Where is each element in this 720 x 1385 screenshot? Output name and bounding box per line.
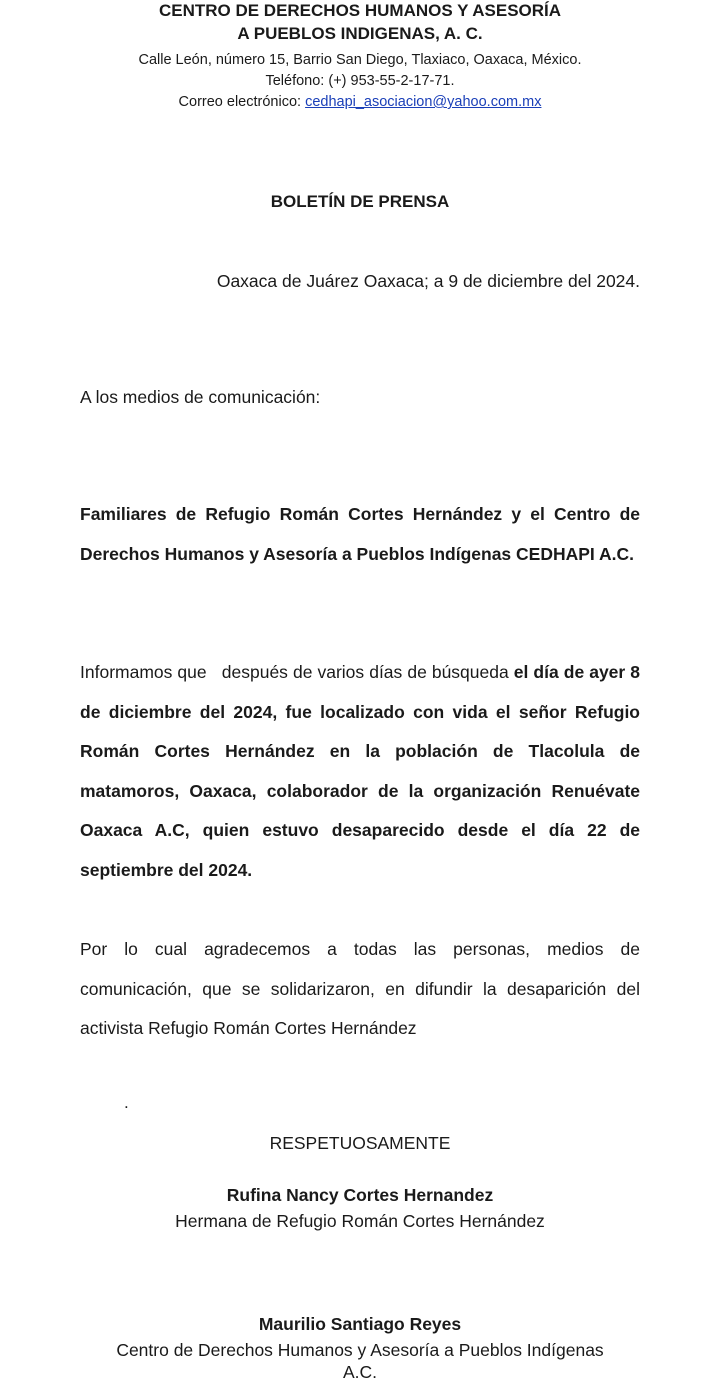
org-address: Calle León, número 15, Barrio San Diego, Tlaxiaco, Oaxaca, México.: [138, 52, 582, 68]
signatory-2-name: Maurilio Santiago Reyes: [258, 1314, 462, 1334]
signatory-1-name: Rufina Nancy Cortes Hernandez: [226, 1185, 494, 1205]
intro-paragraph: Familiares de Refugio Román Cortes Hernández y el Centro de Derechos Humanos y Asesoría a Pueblos Indígenas CEDHAPI A.C.: [80, 504, 640, 564]
email-link[interactable]: cedhapi_asociacion@yahoo.com.mx: [305, 94, 542, 110]
signatory-1-role: Hermana de Refugio Román Cortes Hernández: [175, 1211, 545, 1231]
body-paragraph-1: [80, 653, 640, 890]
org-email-line: [0, 92, 720, 112]
document-title: BOLETÍN DE PRENSA: [270, 192, 450, 211]
closing: RESPETUOSAMENTE: [269, 1133, 451, 1153]
body-paragraph-1-bold: el día de ayer 8 de diciembre del 2024, fue localizado con vida el señor Refugio Román Cortes Hernández en la población de Tlacolula de matamoros, Oaxaca, colaborador de la organización Renuévate Oaxaca A.C, quien estuvo desaparecido desde el día 22 de septiembre del 2024.: [80, 662, 641, 880]
org-name-line1: CENTRO DE DERECHOS HUMANOS Y ASESORÍA: [158, 1, 562, 20]
signatory-2-role-line2: A.C.: [342, 1362, 378, 1382]
date-line: Oaxaca de Juárez Oaxaca; a 9 de diciembre del 2024.: [216, 271, 640, 291]
org-name-line2: A PUEBLOS INDIGENAS, A. C.: [237, 24, 483, 43]
email-label: Correo electrónico:: [178, 94, 306, 110]
body-paragraph-2: Por lo cual agradecemos a todas las personas, medios de comunicación, que se solidarizaron, en difundir la desaparición del activista Refugio Román Cortes Hernández: [80, 939, 640, 1038]
greeting: A los medios de comunicación:: [80, 387, 321, 407]
body-paragraph-1-plain: Informamos que después de varios días de búsqueda: [80, 662, 514, 682]
org-phone: Teléfono: (+) 953-55-2-17-71.: [265, 73, 455, 89]
stray-mark: .: [124, 1093, 129, 1112]
signatory-2-role-line1: Centro de Derechos Humanos y Asesoría a Pueblos Indígenas: [116, 1340, 604, 1360]
